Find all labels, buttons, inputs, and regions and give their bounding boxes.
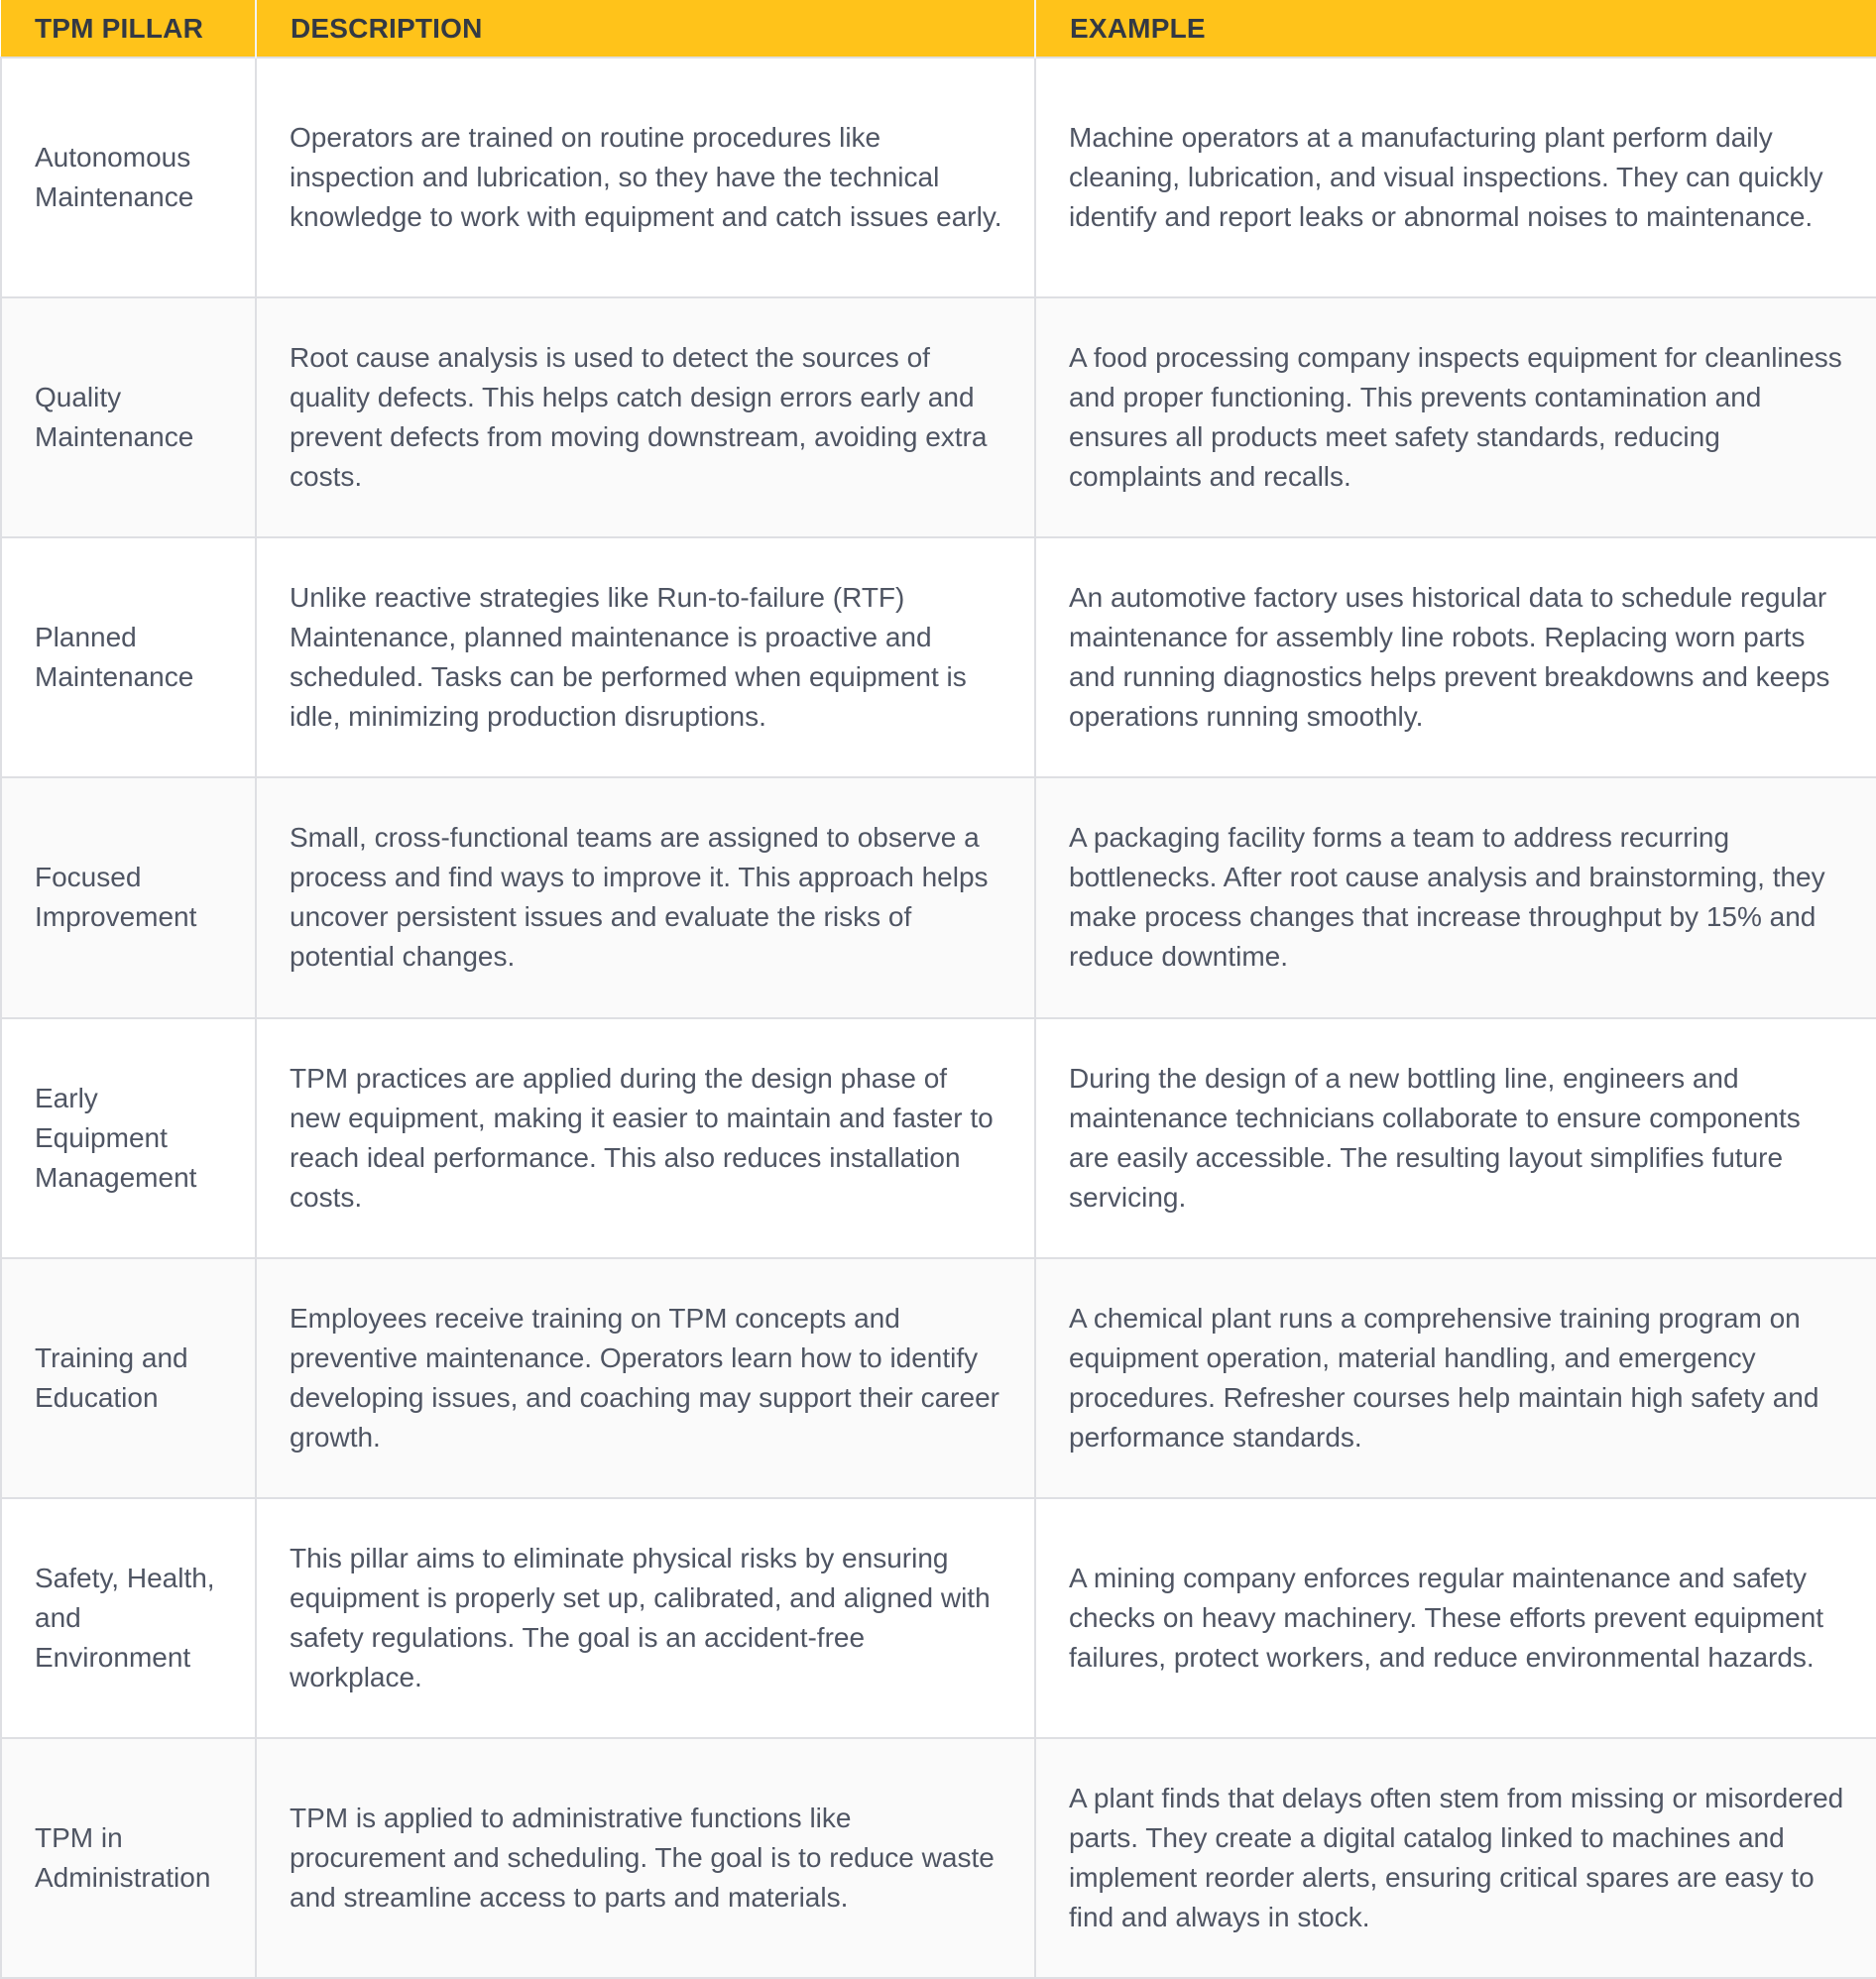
description-cell: Small, cross-functional teams are assigned to observe a process and find ways to improve it. This approach helps uncover persistent issues and evaluate the risks of potential changes. — [256, 777, 1035, 1017]
pillar-cell: TPM in Administration — [1, 1738, 256, 1978]
description-cell: Employees receive training on TPM concepts and preventive maintenance. Operators learn how to identify developing issues, and coaching may support their career growth. — [256, 1258, 1035, 1498]
pillar-cell: Quality Maintenance — [1, 297, 256, 537]
description-cell: This pillar aims to eliminate physical risks by ensuring equipment is properly set up, calibrated, and aligned with safety regulations. The goal is an accident-free workplace. — [256, 1498, 1035, 1738]
description-cell: Unlike reactive strategies like Run-to-failure (RTF) Maintenance, planned maintenance is proactive and scheduled. Tasks can be performed when equipment is idle, minimizing production disruptions. — [256, 537, 1035, 777]
table-row — [1, 537, 1876, 777]
description-cell: Root cause analysis is used to detect the sources of quality defects. This helps catch design errors early and prevent defects from moving downstream, avoiding extra costs. — [256, 297, 1035, 537]
description-cell: TPM practices are applied during the design phase of new equipment, making it easier to maintain and faster to reach ideal performance. This also reduces installation costs. — [256, 1018, 1035, 1258]
table-row — [1, 1018, 1876, 1258]
table-row — [1, 297, 1876, 537]
pillar-cell: Planned Maintenance — [1, 537, 256, 777]
example-cell: A mining company enforces regular maintenance and safety checks on heavy machinery. These efforts prevent equipment failures, protect workers, and reduce environmental hazards. — [1035, 1498, 1876, 1738]
header-description: DESCRIPTION — [256, 0, 1035, 58]
table-row — [1, 58, 1876, 297]
table-header — [1, 0, 1876, 58]
table-row — [1, 1498, 1876, 1738]
table-row — [1, 777, 1876, 1017]
example-cell: Machine operators at a manufacturing plant perform daily cleaning, lubrication, and visual inspections. They can quickly identify and report leaks or abnormal noises to maintenance. — [1035, 58, 1876, 297]
example-cell: A chemical plant runs a comprehensive training program on equipment operation, material handling, and emergency procedures. Refresher courses help maintain high safety and performance standards. — [1035, 1258, 1876, 1498]
header-example: EXAMPLE — [1035, 0, 1876, 58]
pillar-cell: Safety, Health, and Environment — [1, 1498, 256, 1738]
example-cell: A packaging facility forms a team to address recurring bottlenecks. After root cause analysis and brainstorming, they make process changes that increase throughput by 15% and reduce downtime. — [1035, 777, 1876, 1017]
pillar-cell: Autonomous Maintenance — [1, 58, 256, 297]
pillar-cell: Focused Improvement — [1, 777, 256, 1017]
example-cell: A food processing company inspects equipment for cleanliness and proper functioning. This prevents contamination and ensures all products meet safety standards, reducing complaints and recalls. — [1035, 297, 1876, 537]
header-tpm-pillar: TPM PILLAR — [1, 0, 256, 58]
pillar-cell: Early Equipment Management — [1, 1018, 256, 1258]
table-row — [1, 1738, 1876, 1978]
pillar-cell: Training and Education — [1, 1258, 256, 1498]
example-cell: A plant finds that delays often stem from missing or misordered parts. They create a digital catalog linked to machines and implement reorder alerts, ensuring critical spares are easy to find and always in stock. — [1035, 1738, 1876, 1978]
example-cell: During the design of a new bottling line, engineers and maintenance technicians collaborate to ensure components are easily accessible. The resulting layout simplifies future servicing. — [1035, 1018, 1876, 1258]
description-cell: TPM is applied to administrative functions like procurement and scheduling. The goal is to reduce waste and streamline access to parts and materials. — [256, 1738, 1035, 1978]
description-cell: Operators are trained on routine procedures like inspection and lubrication, so they have the technical knowledge to work with equipment and catch issues early. — [256, 58, 1035, 297]
table-row — [1, 1258, 1876, 1498]
example-cell: An automotive factory uses historical data to schedule regular maintenance for assembly line robots. Replacing worn parts and running diagnostics helps prevent breakdowns and keeps operations running smoothly. — [1035, 537, 1876, 777]
table-body — [1, 58, 1876, 1978]
header-row — [1, 0, 1876, 58]
